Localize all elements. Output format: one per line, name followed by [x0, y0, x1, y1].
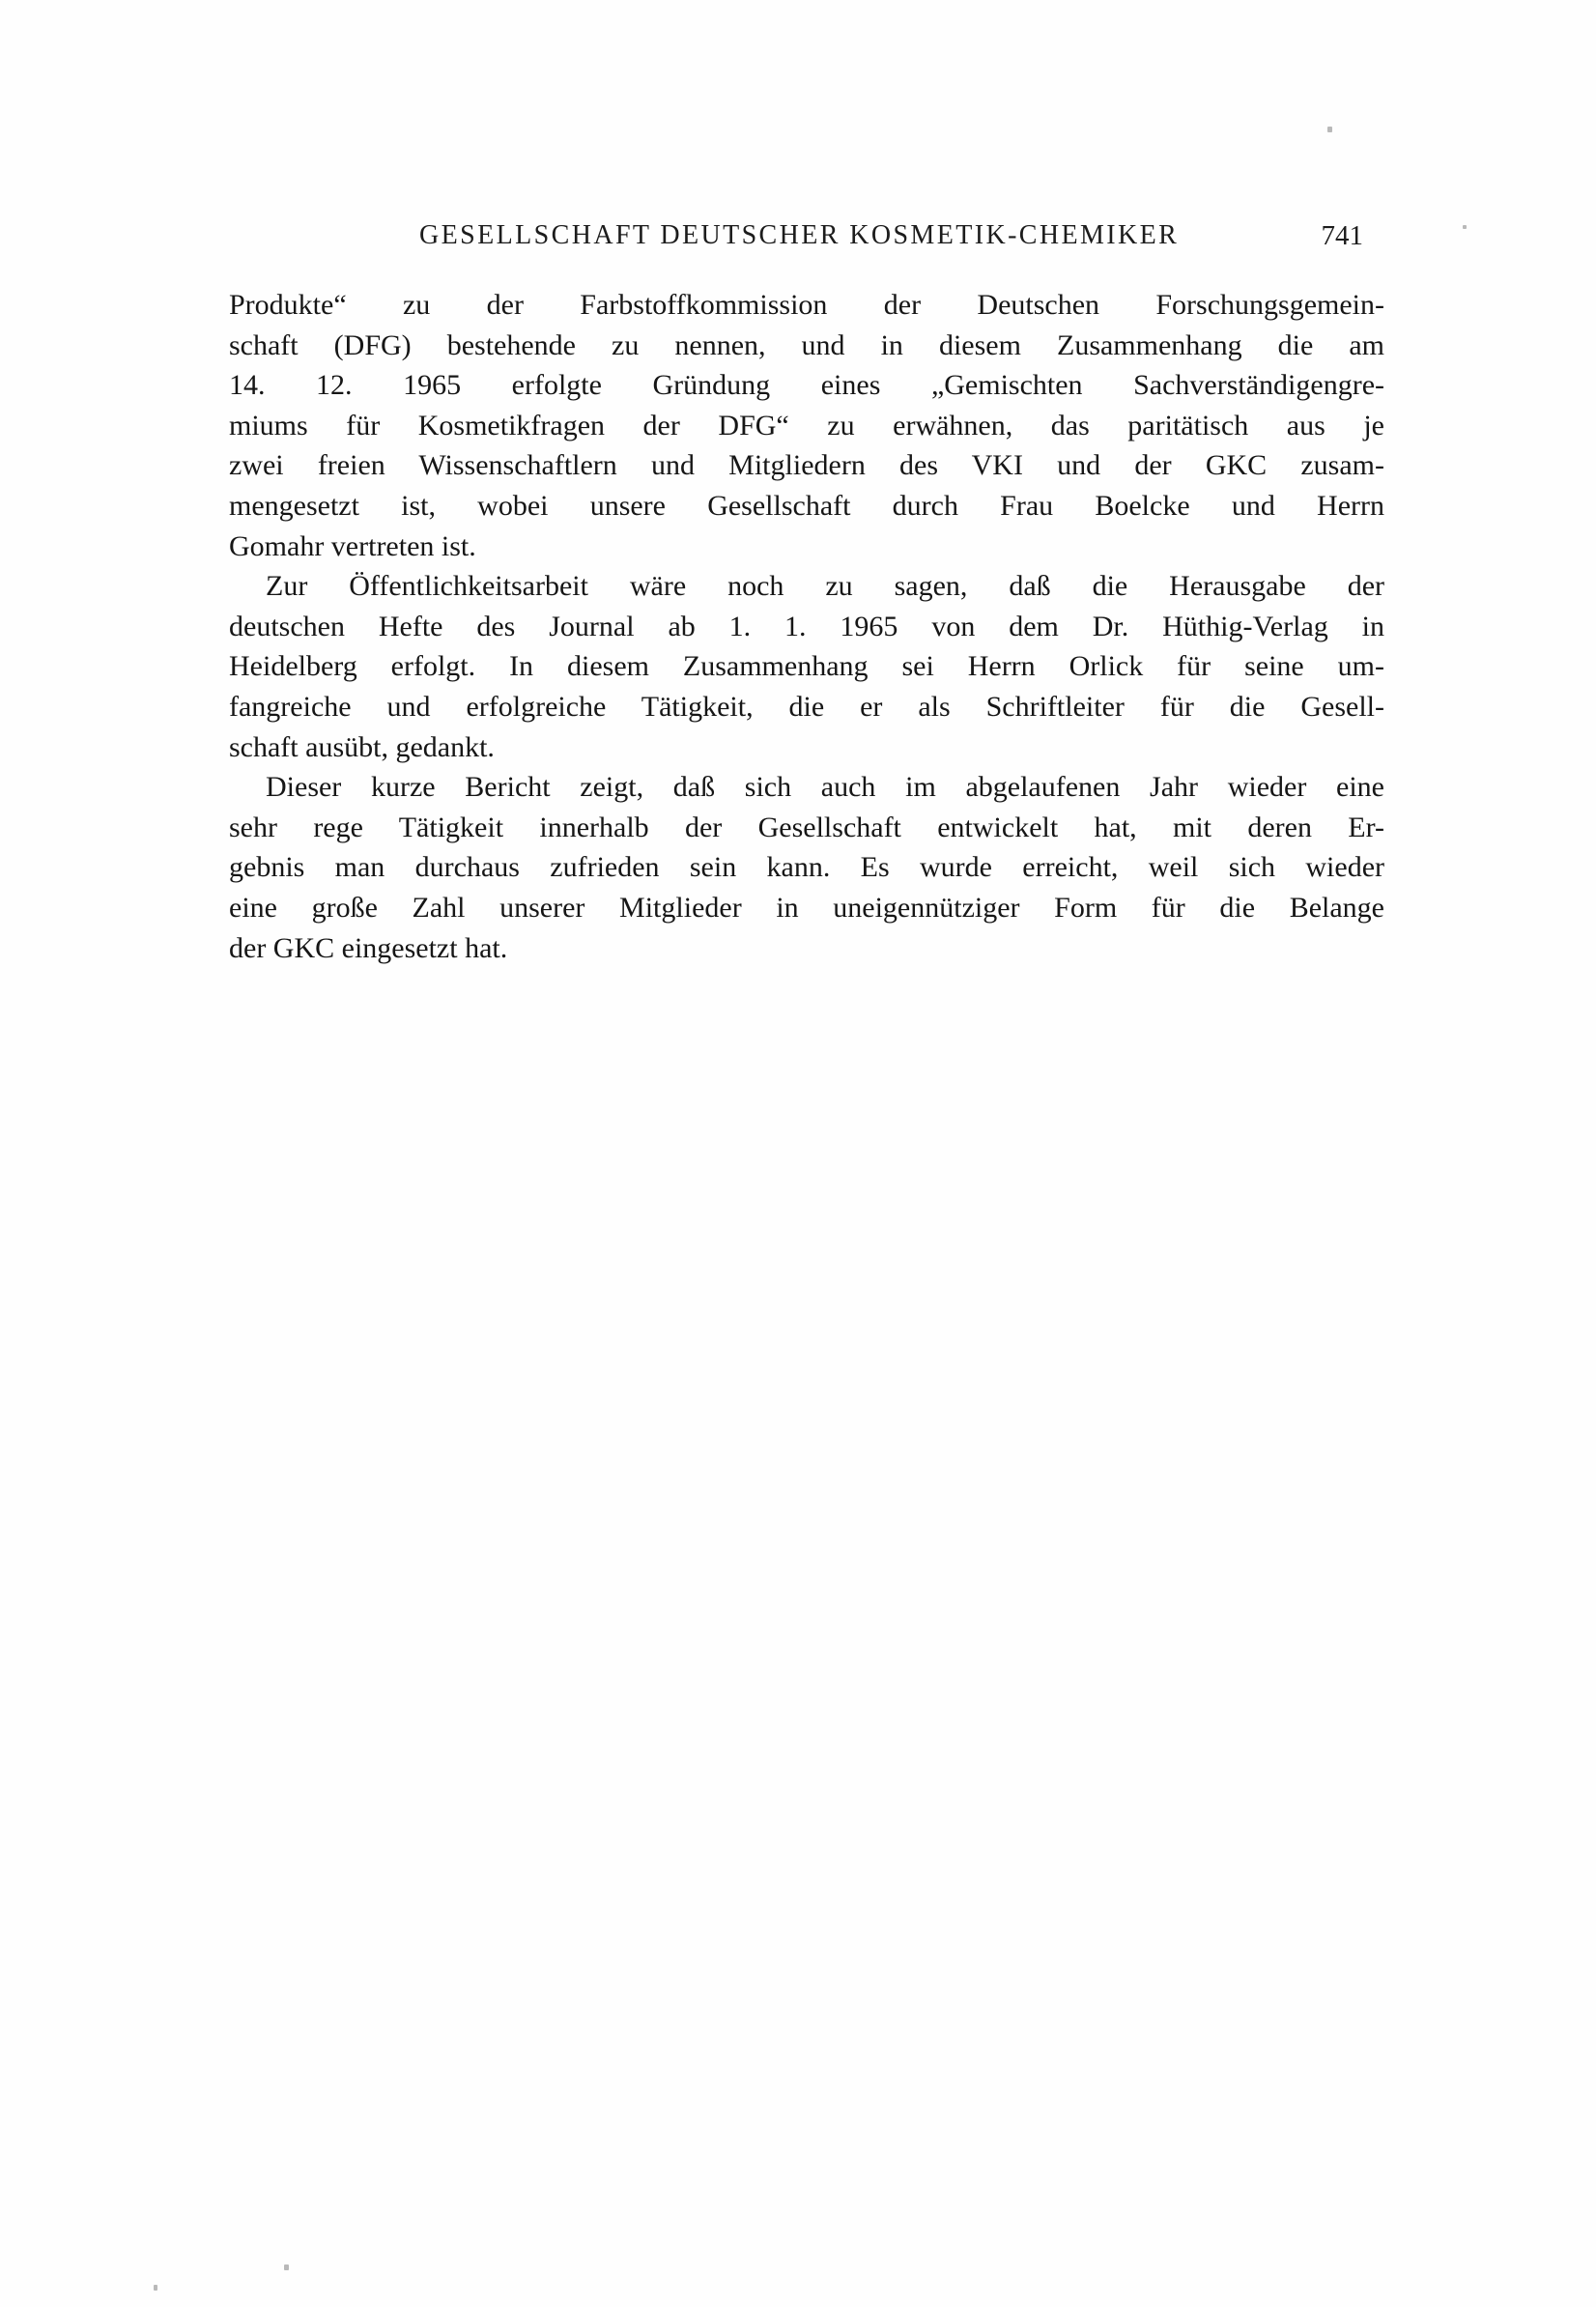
- page-number: 741: [1321, 220, 1363, 251]
- text-line: Zur Öffentlichkeitsarbeit wäre noch zu sagen, daß die Herausgabe der: [266, 570, 1384, 603]
- text-line: gebnis man durchaus zufrieden sein kann. Es wurde erreicht, weil sich wieder: [229, 851, 1384, 884]
- text-line: Produkte“ zu der Farbstoffkommission der Deutschen Forschungsgemein-: [229, 289, 1384, 321]
- text-line: fangreiche und erfolgreiche Tätigkeit, die er als Schriftleiter für die Gesell-: [229, 690, 1384, 723]
- text-line: der GKC eingesetzt hat.: [229, 931, 508, 964]
- text-line: sehr rege Tätigkeit innerhalb der Gesellschaft entwickelt hat, mit deren Er-: [229, 811, 1384, 843]
- scan-speck: [284, 2264, 289, 2270]
- text-line: deutschen Hefte des Journal ab 1. 1. 1965 von dem Dr. Hüthig-Verlag in: [229, 610, 1384, 642]
- text-line: Gomahr vertreten ist.: [229, 529, 476, 562]
- text-line: miums für Kosmetikfragen der DFG“ zu erwähnen, das paritätisch aus je: [229, 409, 1384, 441]
- text-line: mengesetzt ist, wobei unsere Gesellschaft durch Frau Boelcke und Herrn: [229, 489, 1384, 522]
- scan-speck: [154, 2285, 157, 2291]
- text-line: eine große Zahl unserer Mitglieder in uneigennütziger Form für die Belange: [229, 891, 1384, 924]
- running-header: [229, 220, 1384, 255]
- page-body: [229, 285, 1384, 968]
- text-line: schaft ausübt, gedankt.: [229, 730, 495, 763]
- scan-speck: [1463, 225, 1467, 229]
- text-line: zwei freien Wissenschaftlern und Mitgliedern des VKI und der GKC zusam-: [229, 449, 1384, 482]
- scan-speck: [1327, 127, 1332, 132]
- text-line: Dieser kurze Bericht zeigt, daß sich auch im abgelaufenen Jahr wieder eine: [266, 771, 1384, 804]
- running-header-title: GESELLSCHAFT DEUTSCHER KOSMETIK-CHEMIKER: [419, 220, 1180, 250]
- text-line: Heidelberg erfolgt. In diesem Zusammenhang sei Herrn Orlick für seine um-: [229, 650, 1384, 683]
- text-line: schaft (DFG) bestehende zu nennen, und in diesem Zusammenhang die am: [229, 328, 1384, 361]
- text-line: 14. 12. 1965 erfolgte Gründung eines „Gemischten Sachverständigengre-: [229, 369, 1384, 402]
